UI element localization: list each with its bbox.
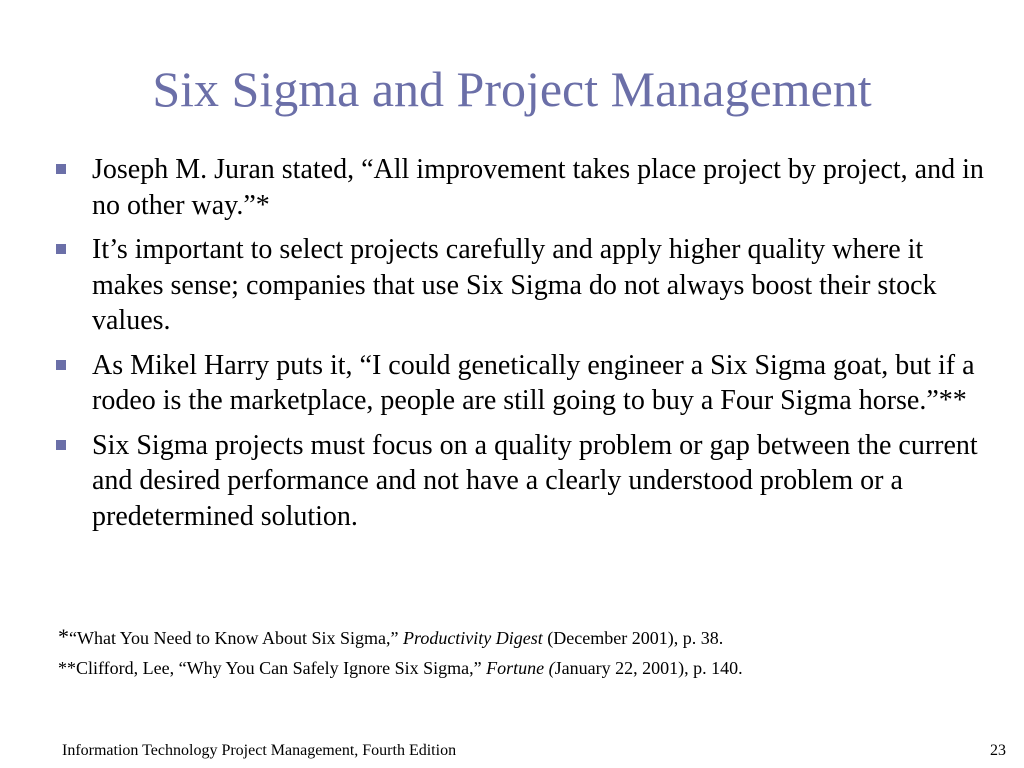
slide-title: Six Sigma and Project Management: [152, 61, 872, 117]
footnote-2: [58, 653, 998, 683]
footnote-source: Productivity Digest: [402, 628, 543, 648]
bullet-item: [56, 348, 996, 419]
bullet-list: [56, 152, 996, 543]
page-number: 23: [990, 742, 1006, 759]
bullet-text: Six Sigma projects must focus on a quality problem or gap between the current and desired performance and not have a clearly understood problem or a predetermined solution.: [92, 429, 978, 532]
bullet-text: Joseph M. Juran stated, “All improvement takes place project by project, and in no other way.”*: [92, 154, 984, 221]
footnotes: [58, 622, 998, 683]
bullet-item: [56, 152, 996, 223]
square-bullet-icon: [56, 360, 66, 370]
footnote-source: Fortune (: [486, 658, 555, 678]
bullet-item: [56, 232, 996, 339]
footnote-marker: *: [58, 624, 69, 649]
square-bullet-icon: [56, 244, 66, 254]
footnote-text: “What You Need to Know About Six Sigma,”: [69, 628, 403, 648]
footnote-1: [58, 622, 998, 653]
footnote-text: January 22, 2001), p. 140.: [554, 658, 743, 678]
footnote-text: (December 2001), p. 38.: [542, 628, 724, 648]
square-bullet-icon: [56, 440, 66, 450]
footnote-text: **Clifford, Lee, “Why You Can Safely Ignore Six Sigma,”: [58, 658, 487, 678]
bullet-item: [56, 428, 996, 535]
bullet-text: It’s important to select projects carefully and apply higher quality where it makes sense; companies that use Six Sigma do not always boost their stock values.: [92, 234, 937, 336]
bullet-text: As Mikel Harry puts it, “I could genetically engineer a Six Sigma goat, but if a rodeo is the marketplace, people are still going to buy a Four Sigma horse.”**: [92, 349, 975, 416]
footer-book-title: Information Technology Project Management, Fourth Edition: [62, 742, 457, 759]
square-bullet-icon: [56, 164, 66, 174]
